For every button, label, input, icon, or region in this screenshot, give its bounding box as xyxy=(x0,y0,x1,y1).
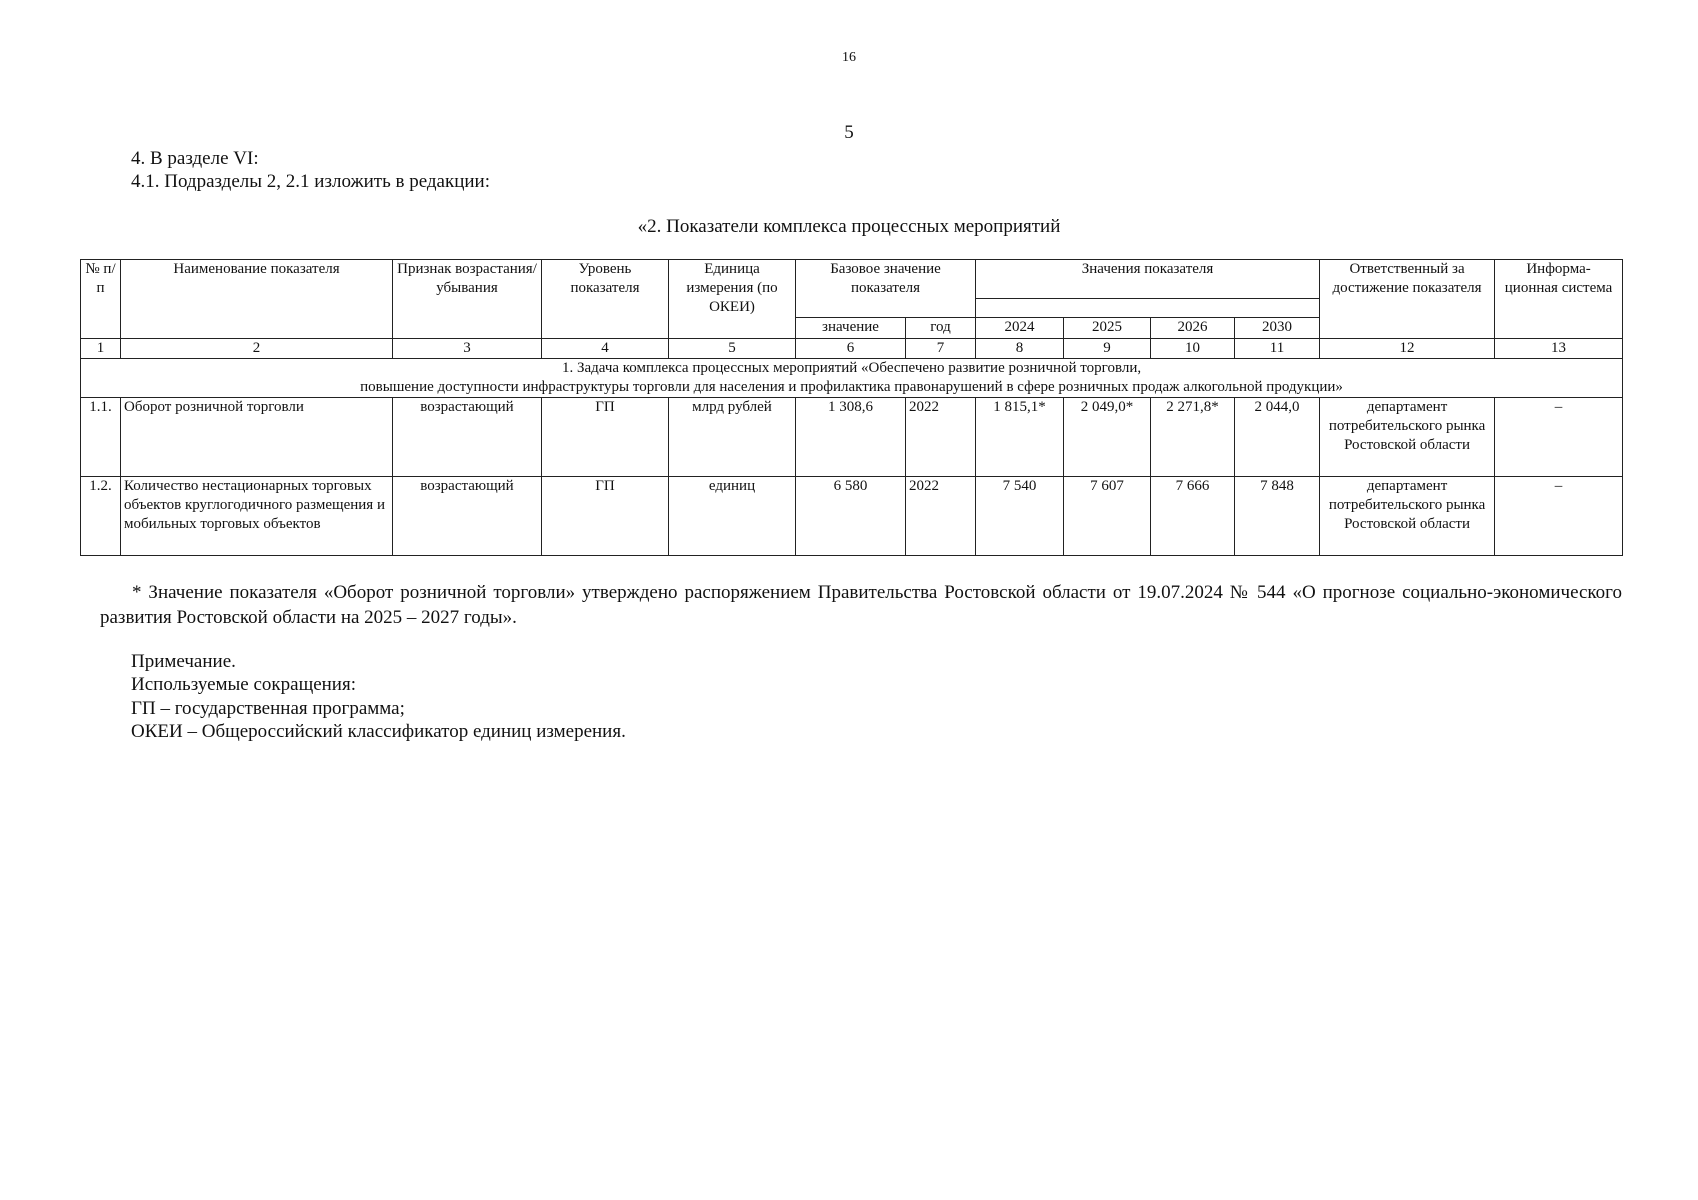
col-number: 11 xyxy=(1235,339,1320,359)
row-unit: единиц xyxy=(669,477,796,556)
row-info: – xyxy=(1495,477,1623,556)
row-value-2024: 7 540 xyxy=(976,477,1064,556)
note-title: Примечание. xyxy=(131,651,236,672)
header-level: Уровень показателя xyxy=(542,260,669,339)
header-base-value: значение xyxy=(796,318,906,339)
col-number: 1 xyxy=(81,339,121,359)
row-value-2030: 2 044,0 xyxy=(1235,398,1320,477)
col-number: 9 xyxy=(1064,339,1151,359)
page-number-inner: 5 xyxy=(844,122,854,143)
header-sign: Признак возрастания/ убывания xyxy=(393,260,542,339)
col-number: 2 xyxy=(121,339,393,359)
row-value-2024: 1 815,1* xyxy=(976,398,1064,477)
row-value-2030: 7 848 xyxy=(1235,477,1320,556)
indicators-table xyxy=(80,259,1623,556)
header-row-1 xyxy=(81,260,1623,299)
row-unit: млрд рублей xyxy=(669,398,796,477)
row-name: Оборот розничной торговли xyxy=(121,398,393,477)
row-sign: возрастающий xyxy=(393,398,542,477)
col-number: 12 xyxy=(1320,339,1495,359)
row-value-2025: 2 049,0* xyxy=(1064,398,1151,477)
header-unit: Единица измерения (по ОКЕИ) xyxy=(669,260,796,339)
header-base-year: год xyxy=(906,318,976,339)
header-values-spacer xyxy=(976,299,1320,318)
header-info: Информа- ционная система xyxy=(1495,260,1623,339)
task-title-row xyxy=(81,359,1623,398)
header-responsible: Ответственный за достижение показателя xyxy=(1320,260,1495,339)
header-name: Наименование показателя xyxy=(121,260,393,339)
row-responsible: департамент потребительского рынка Ростовской области xyxy=(1320,398,1495,477)
header-values: Значения показателя xyxy=(976,260,1320,299)
col-number: 6 xyxy=(796,339,906,359)
column-numbers-row xyxy=(81,339,1623,359)
header-year-2025: 2025 xyxy=(1064,318,1151,339)
row-value-2026: 7 666 xyxy=(1151,477,1235,556)
abbreviations-title: Используемые сокращения: xyxy=(131,674,356,695)
header-year-2026: 2026 xyxy=(1151,318,1235,339)
row-responsible: департамент потребительского рынка Ростовской области xyxy=(1320,477,1495,556)
row-level: ГП xyxy=(542,398,669,477)
row-name: Количество нестационарных торговых объектов круглогодичного размещения и мобильных торговых объектов xyxy=(121,477,393,556)
table-row xyxy=(81,398,1623,477)
row-base-year: 2022 xyxy=(906,398,976,477)
table-row xyxy=(81,477,1623,556)
footnote: * Значение показателя «Оборот розничной торговли» утверждено распоряжением Правительства Ростовской области от 19.07.2024 № 544 «О прогнозе социально-экономического развития Ростовской области на 2025 – 2027 годы». xyxy=(100,582,1622,628)
abbreviation-okei: ОКЕИ – Общероссийский классификатор единиц измерения. xyxy=(131,721,626,742)
abbreviation-gp: ГП – государственная программа; xyxy=(131,698,405,719)
col-number: 4 xyxy=(542,339,669,359)
task-title xyxy=(81,359,1623,398)
intro-line-1: 4. В разделе VI: xyxy=(131,148,259,169)
col-number: 8 xyxy=(976,339,1064,359)
header-base: Базовое значение показателя xyxy=(796,260,976,318)
row-base-year: 2022 xyxy=(906,477,976,556)
row-num: 1.2. xyxy=(81,477,121,556)
row-num: 1.1. xyxy=(81,398,121,477)
col-number: 5 xyxy=(669,339,796,359)
intro-line-2: 4.1. Подразделы 2, 2.1 изложить в редакции: xyxy=(131,171,490,192)
section-title: «2. Показатели комплекса процессных мероприятий xyxy=(637,216,1061,237)
col-number: 13 xyxy=(1495,339,1623,359)
header-year-2030: 2030 xyxy=(1235,318,1320,339)
col-number: 7 xyxy=(906,339,976,359)
task-title-line-1: 1. Задача комплекса процессных мероприятий «Обеспечено развитие розничной торговли, xyxy=(561,360,1142,376)
row-value-2026: 2 271,8* xyxy=(1151,398,1235,477)
col-number: 3 xyxy=(393,339,542,359)
row-level: ГП xyxy=(542,477,669,556)
row-sign: возрастающий xyxy=(393,477,542,556)
header-num: № п/п xyxy=(81,260,121,339)
row-base-value: 6 580 xyxy=(796,477,906,556)
col-number: 10 xyxy=(1151,339,1235,359)
row-value-2025: 7 607 xyxy=(1064,477,1151,556)
header-year-2024: 2024 xyxy=(976,318,1064,339)
row-base-value: 1 308,6 xyxy=(796,398,906,477)
page-number-top: 16 xyxy=(842,50,856,65)
row-info: – xyxy=(1495,398,1623,477)
task-title-line-2: повышение доступности инфраструктуры торговли для населения и профилактика правонарушений в сфере розничных продаж алкогольной продукции» xyxy=(360,379,1343,395)
